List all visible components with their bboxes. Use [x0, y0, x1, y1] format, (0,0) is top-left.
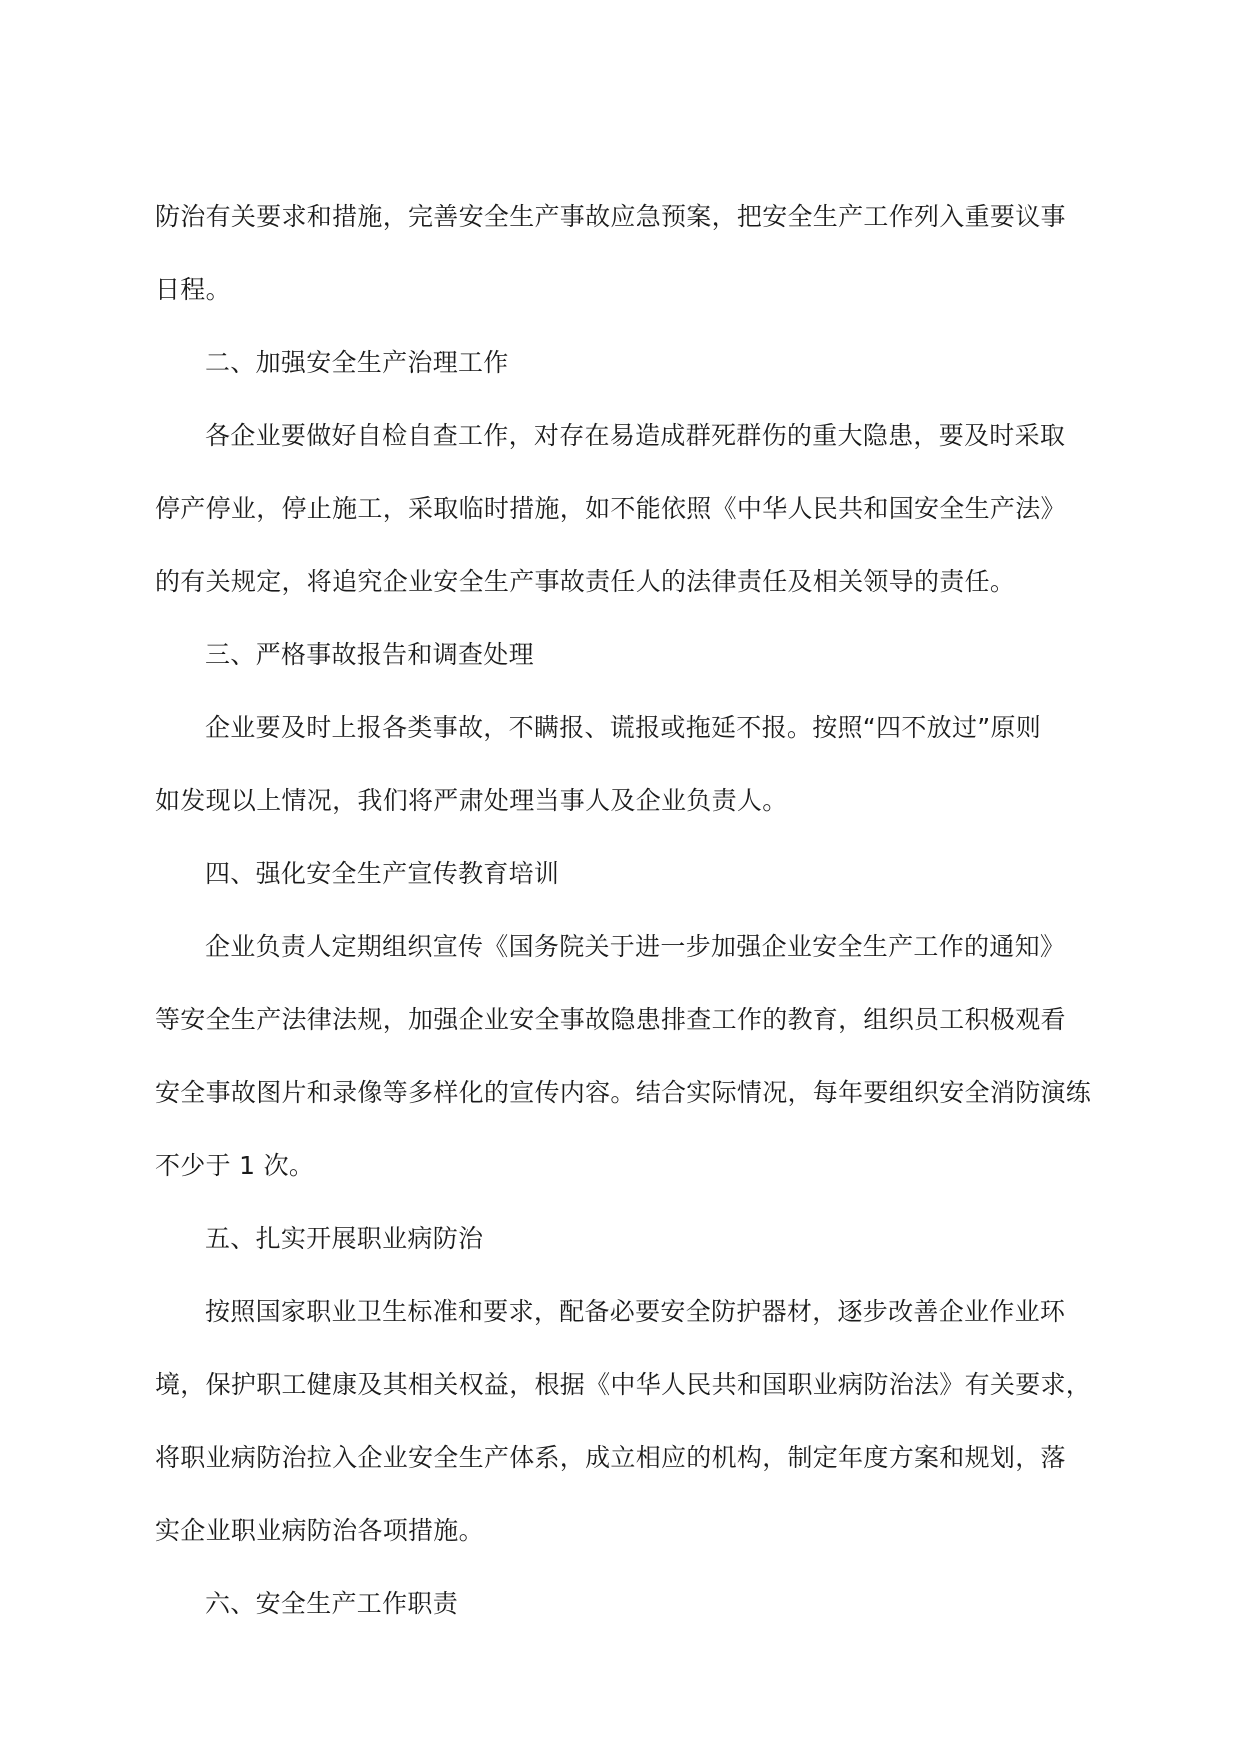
paragraph-line: 将职业病防治拉入企业安全生产体系，成立相应的机构，制定年度方案和规划，落	[155, 1443, 1066, 1472]
paragraph-line: 企业要及时上报各类事故，不瞒报、谎报或拖延不报。按照“四不放过”原则	[205, 713, 1042, 742]
section-heading: 二、加强安全生产治理工作	[205, 348, 509, 377]
section-heading: 六、安全生产工作职责	[205, 1589, 459, 1618]
paragraph-line: 境，保护职工健康及其相关权益，根据《中华人民共和国职业病防治法》有关要求，	[155, 1370, 1092, 1399]
document-body	[155, 180, 1090, 1640]
paragraph-line: 的有关规定，将追究企业安全生产事故责任人的法律责任及相关领导的责任。	[155, 567, 1016, 596]
paragraph-line: 按照国家职业卫生标准和要求，配备必要安全防护器材，逐步改善企业作业环	[205, 1297, 1066, 1326]
paragraph-line: 安全事故图片和录像等多样化的宣传内容。结合实际情况，每年要组织安全消防演练	[155, 1078, 1092, 1107]
paragraph-line: 企业负责人定期组织宣传《国务院关于进一步加强企业安全生产工作的通知》	[205, 932, 1066, 961]
paragraph-line: 防治有关要求和措施，完善安全生产事故应急预案，把安全生产工作列入重要议事	[155, 202, 1066, 231]
paragraph-line: 日程。	[155, 275, 231, 304]
section-heading: 五、扎实开展职业病防治	[205, 1224, 484, 1253]
section-heading: 四、强化安全生产宣传教育培训	[205, 859, 560, 888]
paragraph-line: 不少于 1 次。	[155, 1151, 315, 1180]
paragraph-line: 等安全生产法律法规，加强企业安全事故隐患排查工作的教育，组织员工积极观看	[155, 1005, 1066, 1034]
paragraph-line: 实企业职业病防治各项措施。	[155, 1516, 484, 1545]
paragraph-line: 各企业要做好自检自查工作，对存在易造成群死群伤的重大隐患，要及时采取	[205, 421, 1066, 450]
paragraph-line: 如发现以上情况，我们将严肃处理当事人及企业负责人。	[155, 786, 788, 815]
section-heading: 三、严格事故报告和调查处理	[205, 640, 534, 669]
paragraph-line: 停产停业，停止施工，采取临时措施，如不能依照《中华人民共和国安全生产法》	[155, 494, 1066, 523]
